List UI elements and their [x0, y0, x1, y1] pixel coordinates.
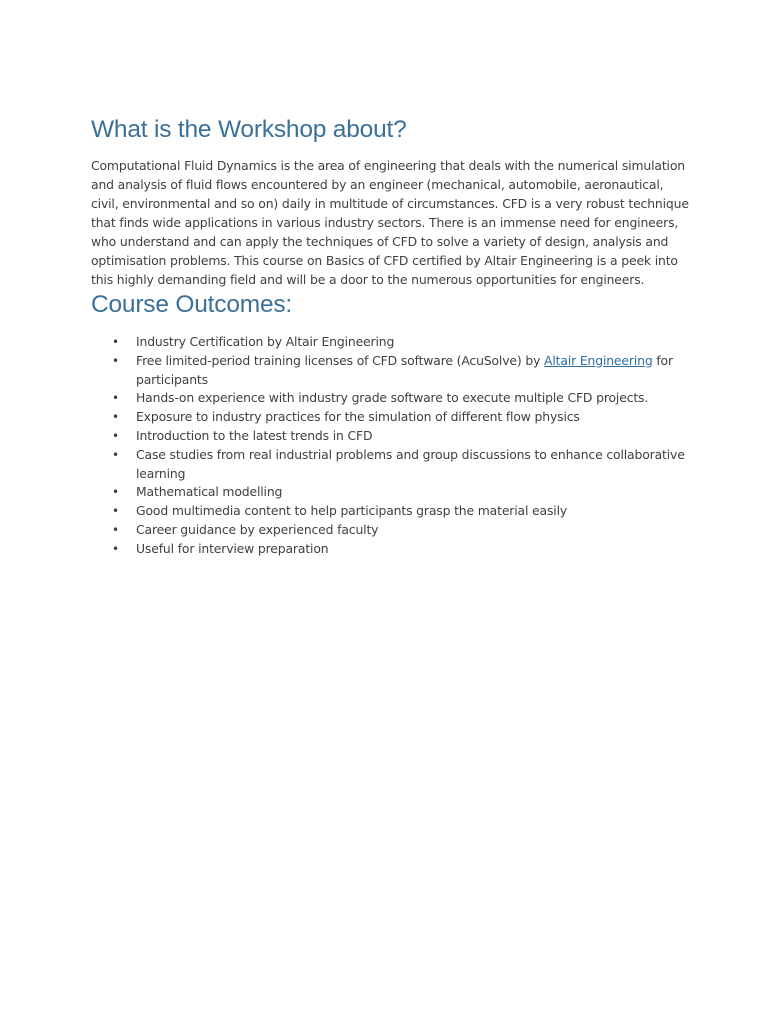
list-item	[91, 483, 691, 502]
outcome-text: Good multimedia content to help participants grasp the material easily	[136, 503, 568, 519]
bullet-icon: •	[112, 335, 119, 349]
outcome-text: Introduction to the latest trends in CFD	[136, 427, 373, 443]
outcome-text: Useful for interview preparation	[136, 540, 329, 556]
list-item	[91, 427, 691, 446]
bullet-icon: •	[112, 410, 119, 425]
bullet-icon: •	[112, 522, 119, 537]
outcome-text: Hands-on experience with industry grade software to execute multiple CFD projects.	[136, 390, 649, 406]
bullet-icon: •	[112, 391, 119, 406]
bullet-icon: •	[112, 485, 119, 500]
workshop-heading: What is the Workshop about?	[91, 116, 407, 143]
list-item	[91, 408, 691, 427]
outcome-text-before: Free limited-period training licenses of CFD software (AcuSolve) by	[136, 352, 545, 368]
list-item	[91, 389, 691, 408]
outcomes-heading: Course Outcomes:	[91, 291, 293, 318]
outcome-text: Career guidance by experienced faculty	[136, 521, 379, 537]
list-item	[91, 446, 691, 484]
list-item	[91, 333, 691, 352]
bullet-icon: •	[112, 353, 119, 368]
document-page	[91, 114, 691, 559]
workshop-description: Computational Fluid Dynamics is the area of engineering that deals with the numerical simulation and analysis of fluid flows encountered by an engineer (mechanical, automobile, aeronautical, civil, environmental and so on) daily in multitude of circumstances. CFD is a very robust technique that finds wide applications in various industry sectors. There is an immense need for engineers, who understand and can apply the techniques of CFD to solve a variety of design, analysis and optimisation problems. This course on Basics of CFD certified by Altair Engineering is a peek into this highly demanding field and will be a door to the numerous opportunities for engineers.	[91, 158, 689, 287]
bullet-icon: •	[112, 428, 119, 443]
outcome-text: Exposure to industry practices for the simulation of different flow physics	[136, 409, 580, 425]
bullet-icon: •	[112, 541, 119, 556]
altair-engineering-link[interactable]: Altair Engineering	[544, 352, 653, 368]
bullet-icon: •	[112, 504, 119, 519]
outcome-text: Case studies from real industrial problems and group discussions to enhance collaborative learning	[136, 446, 685, 481]
list-item	[91, 540, 691, 559]
outcomes-list	[91, 333, 691, 559]
outcome-text: Industry Certification by Altair Engineering	[136, 334, 395, 349]
outcome-text-after: for participants	[136, 352, 673, 387]
outcome-text: Mathematical modelling	[136, 484, 283, 500]
list-item	[91, 502, 691, 521]
bullet-icon: •	[112, 447, 119, 462]
list-item	[91, 521, 691, 540]
list-item	[91, 352, 691, 390]
